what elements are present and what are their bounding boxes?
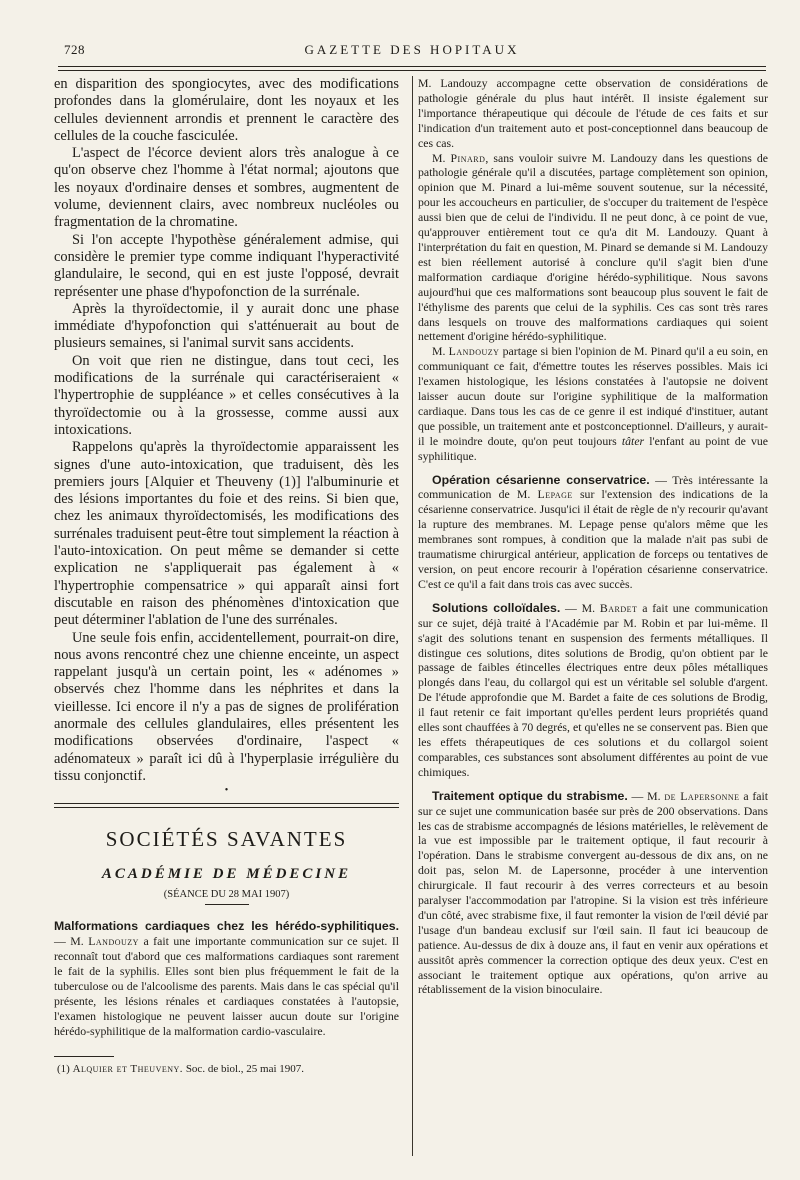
article-title: Malformations cardiaques chez les hérédo-syphilitiques. (54, 919, 399, 934)
paragraph: On voit que rien ne distingue, dans tout ceci, les modifications de la surrénale qui caractériseraient « l'hypertrophie de suppléance » et celles consécutives à la thyroïdectomie ou à la grossesse, comme aussi aux intoxications. (54, 352, 399, 438)
article-title: Solutions colloïdales. (432, 600, 561, 615)
paragraph: M. Landouzy accompagne cette observation de considérations de pathologie générale du plus haut intérêt. Il insiste également sur l'importance thérapeutique qui découle de l'étude de ces faits et sur l'indication d'un traitement auto et post-conceptionnel dans beaucoup de ces cas. (418, 76, 768, 150)
paragraph: Une seule fois enfin, accidentellement, pourrait-on dire, nous avons rencontré chez une chienne enceinte, un aspect rappelant jusqu'à un certain point, les « adénomes » observés chez l'homme dans les néphrites et dans la vieillesse. Ici encore il n'y a pas de signes de prolifération anormale des cellules glandulaires, elles présentent les modifications observées d'ordinaire, l'aspect « adénomateux » paraît ici dû à l'hyperplasie irrégulière du tissu conjonctif. (54, 629, 399, 784)
article-malformations: Malformations cardiaques chez les hérédo-syphilitiques. — M. Landouzy a fait une importante communication sur ce sujet. Il reconnaît tout d'abord que ces malformations cardiaques sont rarement le fait de la syphilis. Elles sont bien plus fréquemment le fait de la tuberculose ou de l'alcoolisme des parents. Mais dans le cas spécial qu'il présente, les lésions rénales et cardiaques constatées à l'autopsie, l'examen histologique ne peuvent laisser aucun doute sur l'origine hérédo-syphilitique de la malformation cardio-vasculaire. (54, 919, 400, 1038)
author-name: Landouzy (448, 344, 500, 359)
short-rule (205, 904, 249, 905)
author-name: de Lapersonne (664, 788, 740, 803)
header-rule-thin (58, 70, 766, 71)
article-title: Traitement optique du strabisme. (432, 788, 628, 803)
paragraph: Si l'on accepte l'hypothèse généralement admise, qui considère le premier type comme indiquant l'hyperactivité glandulaire, le second, qui en est juste l'opposé, devrait représenter une phase d'hypofonction de la surrénale. (54, 231, 399, 300)
paragraph: M. Pinard, sans vouloir suivre M. Landouzy dans les questions de pathologie générale qu'il a discutées, partage complètement son opinion, opinion que M. Pinard a lui-même souvent soutenue, sur la nécessité, pour les accoucheurs en particulier, de s'occuper du traitement de l'espèce aussi bien que de celui de l'individu. Il ne peut donc, à ce point de vue, qu'approuver entièrement tout ce qu'a dit M. Landouzy. Quant à l'interprétation du fait en question, M. Pinard se demande si M. Landouzy est bien réellement autorisé à conclure qu'il s'agit bien d'une malformation cardiaque d'origine hérédo-syphilitique. Nous savons aujourd'hui que ces malformations sont beaucoup plus souvent le fait de l'éthylisme des parents que celui de la syphilis. Ces cas sont très rares dans lesquels on trouve des malformations cardiaques qui soient nettement d'origine hérédo-syphilitique. (418, 150, 768, 344)
column-divider (412, 76, 413, 1156)
paragraph: M. Landouzy partage si bien l'opinion de M. Pinard qu'il a eu soin, en communiquant ce fait, d'émettre toutes les réserves possibles. Mais ici l'examen histologique, les lésions constatées à l'autopsie ne doivent laisser aucun doute sur l'origine syphilitique de la malformation cardiaque. Dans tous les cas de ce genre il est indiqué d'instituer, autant que possible, un traitement ante et postconceptionnel. D'ailleurs, y aurait-il le moindre doute, qu'on peut toujours tâter l'enfant au point de vue syphilitique. (418, 344, 769, 463)
paragraph: Après la thyroïdectomie, il y aurait donc une phase immédiate d'hypofonction qui s'atténuerait au bout de plusieurs semaines, si l'animal survit sans accidents. (54, 300, 399, 352)
paragraph: Rappelons qu'après la thyroïdectomie apparaissent les signes d'une auto-intoxication, que traduisent, dès les premiers jours [Alquier et Theuveny (1)] l'albuminurie et des lésions importantes du foie et des reins. Si bien que, chez les animaux thyroïdectomisés, les modifications des surrénales traduisent peut-être tout simplement la réaction à l'auto-intoxication. On peut même se demander si cette explication ne s'appliquerait pas également à « l'hypertrophie compensatrice » qui apparaît ainsi fort discutable en raison des phénomènes d'intoxication que peut déterminer l'ablation de l'une des surrénales. (54, 439, 399, 629)
paragraph: en disparition des spongiocytes, avec des modifications profondes dans la glomérulaire, dont les noyaux et les cellules deviennent arrondis et prennent le caractère des cellules de la couche fasciculée. (54, 76, 399, 144)
section-title: SOCIÉTÉS SAVANTES (105, 827, 348, 852)
header-rule (58, 66, 766, 67)
right-column (418, 76, 768, 997)
footnote: (1) Alquier et Theuveny. Soc. de biol., 25 mai 1907. (57, 1063, 305, 1076)
section-rule-thin (54, 807, 399, 808)
running-title: GAZETTE DES HOPITAUX (304, 42, 520, 57)
article-cesarienne: Opération césarienne conservatrice. — Très intéressante la communication de M. Lepage sur l'extension des indications de la césarienne conservatrice. Jusqu'ici il était de règle de n'y recourir qu'avant la rupture des membranes. M. Lepage pense qu'alors même que les membranes sont rompues, à condition que la malade n'ait pas subi de traumatisme chirurgical antérieur, application de forceps ou tentatives de version, on peut encore recourir à l'opération césarienne conservatrice. C'est ce qu'il a fait dans trois cas avec succès. (418, 472, 769, 591)
page-header (58, 42, 766, 62)
left-column (54, 76, 399, 1075)
article-strabisme: Traitement optique du strabisme. — M. de Lapersonne a fait sur ce sujet une communication basée sur près de 200 observations. Dans les cas de strabisme accompagnés de lésions matérielles, le relèvement de la vue est impossible par le traitement optique, il faut recourir à l'opération. Dans le strabisme convergent au-dessous de dix ans, on ne doit pas, selon M. de Lapersonne, procéder à une intervention chirurgicale. Il faut recourir à des verres correcteurs et au besoin paralyser l'accommodation par l'atropine. Si la vision est très inférieure d'un côté, avec strabisme fixe, il faut remonter la vision de l'œil dévié par l'usage d'un bandeau exclusif sur l'œil sain. Il faut ici beaucoup de patience. Au-dessus de dix à douze ans, il faut en venir aux opérations et aussitôt après commencer la correction optique des deux yeux. C'est en associant le traitement optique aux opérations, qu'on arrive au rétablissement de la vision binoculaire. (418, 788, 769, 997)
page-number: 728 (64, 42, 85, 57)
footnote-rule (54, 1056, 114, 1057)
academy-title: ACADÉMIE DE MÉDECINE (101, 866, 352, 883)
article-title: Opération césarienne conservatrice. (432, 472, 650, 487)
paragraph: L'aspect de l'écorce devient alors très analogue à ce qu'on observe chez l'homme à l'état normal; ajoutons que les noyaux d'ordinaire denses et sombres, augmentent de volume, deviennent clairs, avec nombreux nucléoles ou fragmentation de la chromatine. (54, 145, 399, 231)
author-name: Bardet (599, 600, 638, 615)
author-name: Pinard (450, 150, 486, 165)
session-date: (SÉANCE DU 28 MAI 1907) (163, 889, 290, 901)
section-mark: • (224, 785, 229, 797)
author-name: Landouzy (88, 934, 139, 949)
article-solutions: Solutions colloïdales. — M. Bardet a fait une communication sur ce sujet, déjà traité à l'Académie par M. Robin et par lui-même. Il s'agit des solutions tenant en suspension des ferments métalliques. Il distingue ces solutions, dites solutions de Brodig, qu'on obtient par le passage de faibles étincelles électriques entre deux pôles métalliques plongés dans l'eau, du collargol qui est un véritable sel soluble d'argent. De l'étude approfondie que M. Bardet a faite de ces solutions de Brodig, il faut retenir ce fait important qu'elles perdent leurs propriétés quand elles sont chauffées à 70 degrés, et qu'elles ne se conservent pas. Bien que les effets thérapeutiques de ces solutions et du collargol soient comparables, ces substances sont absolument différentes au point de vue chimiques. (418, 600, 768, 779)
section-rule (54, 803, 399, 804)
author-name: Lepage (537, 487, 573, 502)
